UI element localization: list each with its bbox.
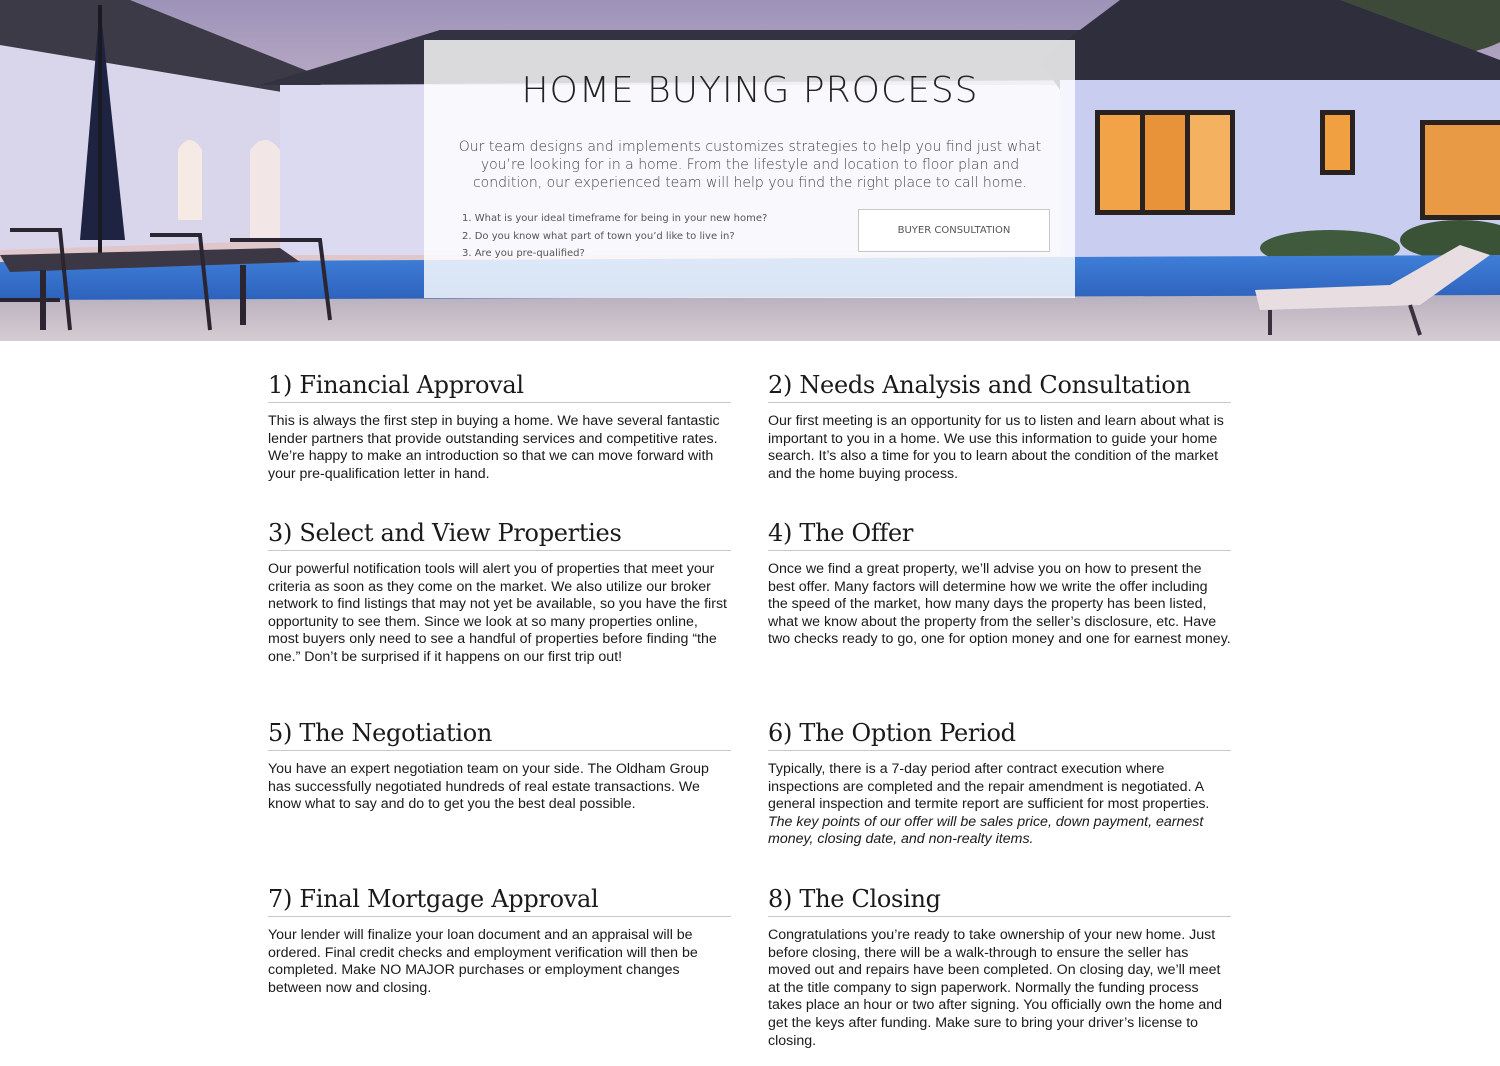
buyer-consultation-button[interactable]: BUYER CONSULTATION	[858, 209, 1050, 252]
question-item: 2. Do you know what part of town you’d like to live in?	[462, 230, 735, 242]
step-body: This is always the first step in buying a home. We have several fantastic lender partners that provide outstanding services and competitive rates. We’re happy to make an introduction so that we can move forward with your pre-qualification letter in hand.	[268, 413, 720, 482]
step-heading: 7) Final Mortgage Approval	[268, 884, 731, 917]
question-item: 1. What is your ideal timeframe for being in your new home?	[462, 213, 768, 224]
step-heading: 8) The Closing	[768, 884, 1231, 917]
step-body: Your lender will finalize your loan document and an appraisal will be ordered. Final credit checks and employment verification will then be completed. Make NO MAJOR purchases or employment changes between now and closing.	[268, 927, 698, 996]
step-body: Once we find a great property, we’ll advise you on how to present the best offer. Many factors will determine how we write the offer including the speed of the market, how many days the property has been listed, what we know about the property from the seller’s disclosure, etc. Have two checks ready to go, one for option money and one for earnest money.	[768, 561, 1231, 648]
step-financial-approval	[268, 370, 731, 483]
hero-questions-list	[462, 210, 842, 263]
step-body: Congratulations you’re ready to take ownership of your new home. Just before closing, there will be a walk-through to ensure the seller has moved out and repairs have been completed. On closing day, we’ll meet at the title company to sign paperwork. Normally the funding process takes place an hour or two after signing. You officially own the home and get the keys after funding. Make sure to bring your driver’s license to closing.	[768, 927, 1223, 1049]
step-body-text: Typically, there is a 7-day period after contract execution where inspections are completed and the repair amendment is negotiated. A general inspection and termite report are sufficient for most properties.	[768, 761, 1210, 813]
step-body	[768, 761, 1231, 849]
hero-intro-text: Our team designs and implements customizes strategies to help you find just what you’re looking for in a home. From the lifestyle and location to floor plan and condition, our experienced team will help you find the right place to call home.	[458, 139, 1042, 191]
step-final-mortgage-approval	[268, 884, 731, 997]
step-heading: 6) The Option Period	[768, 718, 1231, 751]
step-body: Our first meeting is an opportunity for us to listen and learn about what is important to you in a home. We use this information to guide your home search. It’s also a time for you to learn about the condition of the market and the home buying process.	[768, 413, 1224, 482]
step-heading: 1) Financial Approval	[268, 370, 731, 403]
question-item: 3. Are you pre-qualified?	[462, 248, 585, 259]
step-the-offer	[768, 518, 1231, 649]
step-option-period	[768, 718, 1231, 849]
step-body-italic: The key points of our offer will be sales price, down payment, earnest money, closing date, and non-realty items.	[768, 813, 1204, 848]
page-title: HOME BUYING PROCESS	[521, 70, 979, 111]
step-needs-analysis	[768, 370, 1231, 483]
step-the-negotiation	[268, 718, 731, 814]
step-select-view-properties	[268, 518, 731, 667]
step-heading: 5) The Negotiation	[268, 718, 731, 751]
step-heading: 4) The Offer	[768, 518, 1231, 551]
step-heading: 3) Select and View Properties	[268, 518, 731, 551]
step-the-closing	[768, 884, 1231, 1050]
step-body: You have an expert negotiation team on your side. The Oldham Group has successfully negotiated hundreds of real estate transactions. We know what to say and do to get you the best deal possible.	[268, 761, 709, 813]
step-body: Our powerful notification tools will alert you of properties that meet your criteria as soon as they come on the market. We also utilize our broker network to find listings that may not yet be available, so you have the first opportunity to see them. Since we look at so many properties online, most buyers only need to see a handful of properties before finding “the one.” Don’t be surprised if it happens on our first trip out!	[268, 561, 727, 665]
hero-banner	[0, 0, 1500, 341]
step-heading: 2) Needs Analysis and Consultation	[768, 370, 1231, 403]
